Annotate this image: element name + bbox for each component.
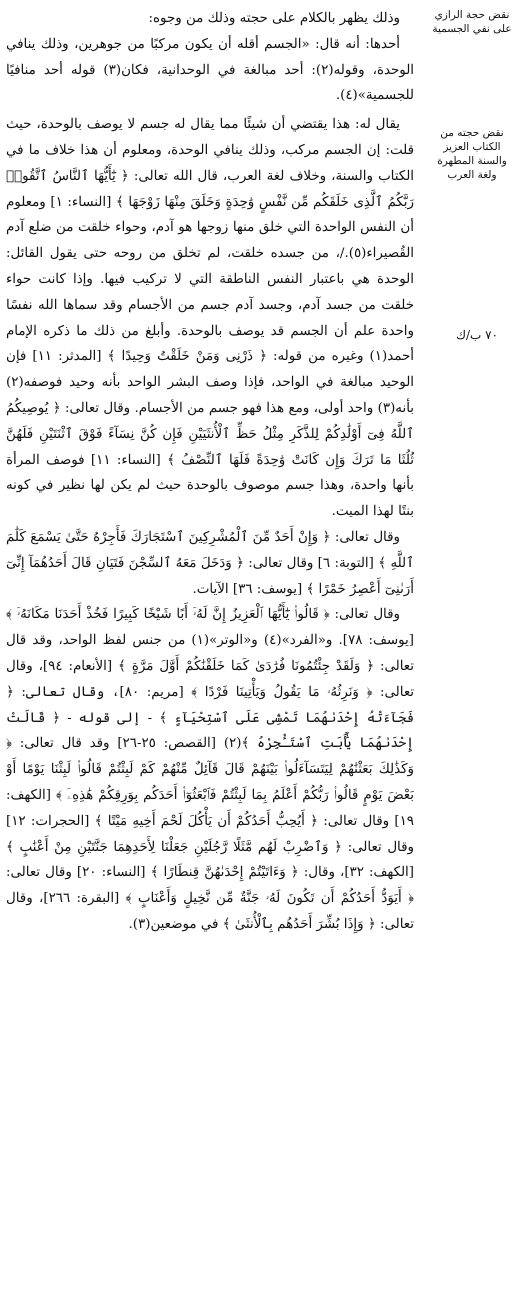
manuscript-folio-marker: ٧٠ ب/ك — [456, 328, 498, 342]
main-text — [6, 6, 414, 1289]
margin-note-refutation-razi: نقض حجة الرازي على نفي الجسمية — [432, 9, 512, 35]
paragraph-verses-ahad: وقال تعالى: ﴿ وَإِنْ أَحَدٌ مِّنَ ٱلْمُشْرِكِينَ ٱسْتَجَارَكَ فَأَجِرْهُ حَتَّىٰ يَسْمَعَ كَلَٰمَ ٱللَّهِ ﴾ [التوبة: ٦] وقال تعالى: ﴿ وَدَخَلَ مَعَهُ ٱلسِّجْنَ فَتَيَانِ قَالَ أَحَدُهُمَآ إِنِّىٓ أَرَىٰنِىٓ أَعْصِرُ خَمْرًا ﴾ [يوسف: ٣٦] الآيات. — [6, 529, 414, 597]
margin-note-refutation-sources: نقض حجته من الكتاب العزيز والسنة المطهرة ولغة العرب — [437, 127, 507, 181]
paragraph-first-point: أحدها: أنه قال: «الجسم أقله أن يكون مركبًا من جوهرين، وذلك ينافي الوحدة، وقوله(٢): أحد مبالغة في الوحدانية، فكان(٣) قوله أحد منافيًا للجسمية»(٤). — [6, 36, 414, 104]
margin-notes — [416, 6, 516, 1286]
paragraph-verses-fard: وقال تعالى: ﴿ قَالُوا۟ يَٰٓأَيُّهَا ٱلْعَزِيزُ إِنَّ لَهُۥٓ أَبًا شَيْخًا كَبِيرًا فَخُذْ أَحَدَنَا مَكَانَهُۥٓ ﴾ [يوسف: ٧٨]. و«الفرد»(٤) و«الوتر»(١) من جنس لفظ الواحد، وقد قال تعالى: ﴿ وَلَقَدْ جِئْتُمُونَا فُرَٰدَىٰ كَمَا خَلَقْنَٰكُمْ أَوَّلَ مَرَّةٍ ﴾ [الأنعام: ٩٤]، وقال تعالى: ﴿ وَنَرِثُهُۥ مَا يَقُولُ وَيَأْتِينَا فَرْدًا ﴾ [مريم: ٨٠]، وقال تعالى: ﴿ فَجَآءَتْهُ إِحْدَىٰهُمَا تَمْشِى عَلَى ٱسْتِحْيَآءٍ ﴾ - إلى قوله - ﴿ قَالَتْ إِحْدَىٰهُمَا يَٰٓأَبَتِ ٱسْتَـْٔجِرْهُ ﴾(٢) [القصص: ٢٥-٢٦] وقد قال تعالى: ﴿ وَكَذَٰلِكَ بَعَثْنَٰهُمْ لِيَتَسَآءَلُوا۟ بَيْنَهُمْ قَالَ قَآئِلٌ مِّنْهُمْ كَمْ لَبِثْتُمْ قَالُوا۟ لَبِثْنَا يَوْمًا أَوْ بَعْضَ يَوْمٍ قَالُوا۟ رَبُّكُمْ أَعْلَمُ بِمَا لَبِثْتُمْ فَٱبْعَثُوٓا۟ أَحَدَكُم بِوَرِقِكُمْ هَٰذِهِۦٓ ﴾ [الكهف: ١٩] وقال تعالى: ﴿ أَيُحِبُّ أَحَدُكُمْ أَن يَأْكُلَ لَحْمَ أَخِيهِ مَيْتًا ﴾ [الحجرات: ١٢] وقال تعالى: ﴿ وَٱضْرِبْ لَهُم مَّثَلًا رَّجُلَيْنِ جَعَلْنَا لِأَحَدِهِمَا جَنَّتَيْنِ مِنْ أَعْنَٰبٍ ﴾ [الكهف: ٣٢]، وقال: ﴿ وَءَاتَيْتُمْ إِحْدَىٰهُنَّ قِنطَارًا ﴾ [النساء: ٢٠] وقال تعالى: ﴿ أَيَوَدُّ أَحَدُكُمْ أَن تَكُونَ لَهُۥ جَنَّةٌ مِّن نَّخِيلٍ وَأَعْنَابٍ ﴾ [البقرة: ٢٦٦]، وقال تعالى: ﴿ وَإِذَا بُشِّرَ أَحَدُهُم بِٱلْأُنثَىٰ ﴾ في موضعين(٣). — [6, 607, 414, 932]
paragraph-reply: يقال له: هذا يقتضي أن شيئًا مما يقال له جسم لا يوصف بالوحدة، حيث قلت: إن الجسم مركب، وذلك ينافي الوحدة، ومعلوم أن هذا خلاف ما في الكتاب والسنة، وخلاف لغة العرب، قال الله تعالى: ﴿ يَٰٓأَيُّهَا ٱلنَّاسُ ٱتَّقُوا۟ رَبَّكُمُ ٱلَّذِى خَلَقَكُم مِّن نَّفْسٍ وَٰحِدَةٍ وَخَلَقَ مِنْهَا زَوْجَهَا ﴾ [النساء: ١] ومعلوم أن النفس الواحدة التي خلق منها زوجها هو آدم، وحواء خلقت من ضلع آدم القُصيراء(٥)./، من جسده خلقت، لم تخلق من روحه حتى يقول القائل: الوحدة هي باعتبار النفس الناطقة التي لا تركيب فيها. وإذا كانت حواء خلقت من جسد آدم، وجسد آدم جسم من الأجسام وقد سماها الله نفسًا واحدة علم أن الجسم قد يوصف بالوحدة. وأبلغ من ذلك ما ذكره الإمام أحمد(١) وغيره من قوله: ﴿ ذَرْنِى وَمَنْ خَلَقْتُ وَحِيدًا ﴾ [المدثر: ١١] فإن الوحيد مبالغة في الواحد، فإذا وصف البشر الواحد بأنه وحيد فوصفه(٢) بأنه(٣) واحد أولى، ومع هذا فهو جسم من الأجسام. وقال تعالى: ﴿ يُوصِيكُمُ ٱللَّهُ فِىٓ أَوْلَٰدِكُمْ لِلذَّكَرِ مِثْلُ حَظِّ ٱلْأُنثَيَيْنِ فَإِن كُنَّ نِسَآءً فَوْقَ ٱثْنَتَيْنِ فَلَهُنَّ ثُلُثَا مَا تَرَكَ وَإِن كَانَتْ وَٰحِدَةً فَلَهَا ٱلنِّصْفُ ﴾ [النساء: ١١] فوصف المرأة بأنها واحدة، وهذا جسم موصوف بالوحدة حيث لم يكن لها نظير في كونه بنتًا لهذا الميت. — [6, 117, 414, 520]
paragraph-intro: وذلك يظهر بالكلام على حجته وذلك من وجوه: — [148, 11, 400, 26]
